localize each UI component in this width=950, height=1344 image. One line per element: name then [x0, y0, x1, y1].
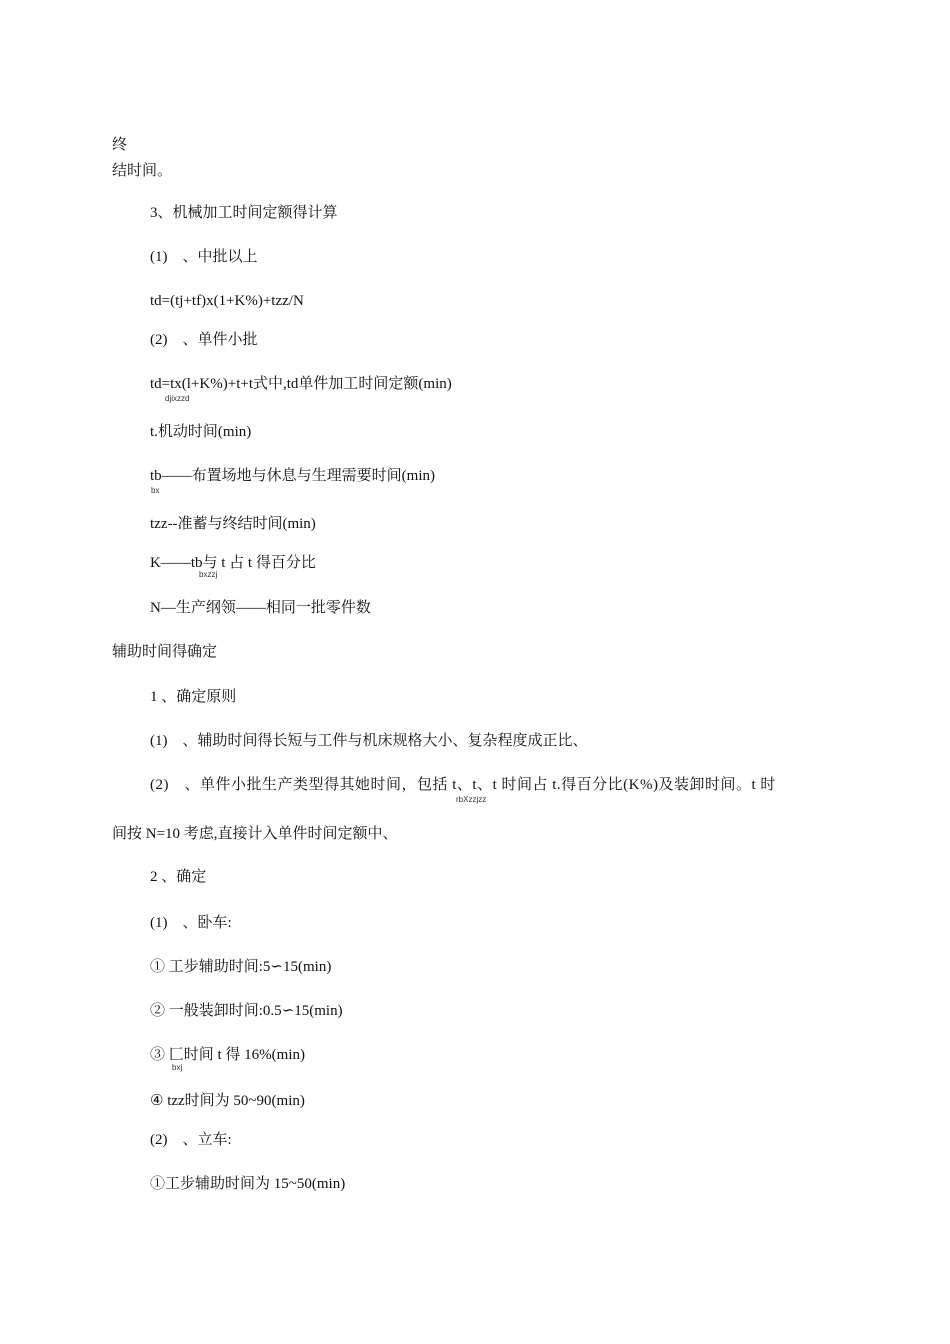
- text-line: (2) 、立车:: [150, 1132, 232, 1148]
- formula-subscript: bxj: [172, 1063, 183, 1072]
- list-item: ② 一般装卸时间:0.5∽15(min): [150, 1003, 343, 1019]
- formula-line: td=tx(l+K%)+t+t式中,td单件加工时间定额(min): [150, 376, 452, 392]
- text-line: (2) 、单件小批: [150, 332, 258, 348]
- text-line: tb——布置场地与休息与生理需要时间(min): [150, 468, 435, 484]
- formula-subscript: djixzzd: [165, 394, 190, 403]
- section-heading: 3、机械加工时间定额得计算: [150, 205, 338, 221]
- section-heading: 辅助时间得确定: [112, 644, 218, 660]
- list-item: ① 工步辅助时间:5∽15(min): [150, 959, 332, 975]
- text-line: (1) 、辅助时间得长短与工件与机床规格大小、复杂程度成正比、: [150, 733, 588, 749]
- text-line: tzz--准蓄与终结时间(min): [150, 516, 316, 532]
- text-line: K——tb与 t 占 t 得百分比: [150, 555, 316, 571]
- text-line: N—生产纲领——相同一批零件数: [150, 600, 371, 616]
- section-heading: 2 、确定: [150, 869, 207, 885]
- formula-line: td=(tj+tf)x(1+K%)+tzz/N: [150, 293, 304, 309]
- text-line: 间按 N=10 考虑,直接计入单件时间定额中、: [112, 826, 398, 842]
- text-line: (1) 、卧车:: [150, 915, 232, 931]
- text-line: 终: [112, 137, 128, 153]
- text-line: 1 、确定原则: [150, 689, 237, 705]
- text-line: t.机动时间(min): [150, 424, 252, 440]
- formula-subscript: bxzzj: [199, 570, 218, 579]
- list-item: ①工步辅助时间为 15~50(min): [150, 1176, 346, 1192]
- text-line: (1) 、中批以上: [150, 249, 258, 265]
- text-line: 结时间。: [112, 163, 173, 179]
- list-item: ③ 匚时间 t 得 16%(min): [150, 1047, 305, 1063]
- formula-subscript: bx: [151, 486, 160, 495]
- text-line: (2) 、单件小批生产类型得其她时间，包括 t、t、t 时间占 t.得百分比(K%)及装卸时间。t 时: [150, 777, 776, 793]
- formula-subscript: rbXzzjzz: [456, 795, 487, 804]
- list-item: ④ tzz时间为 50~90(min): [150, 1093, 305, 1109]
